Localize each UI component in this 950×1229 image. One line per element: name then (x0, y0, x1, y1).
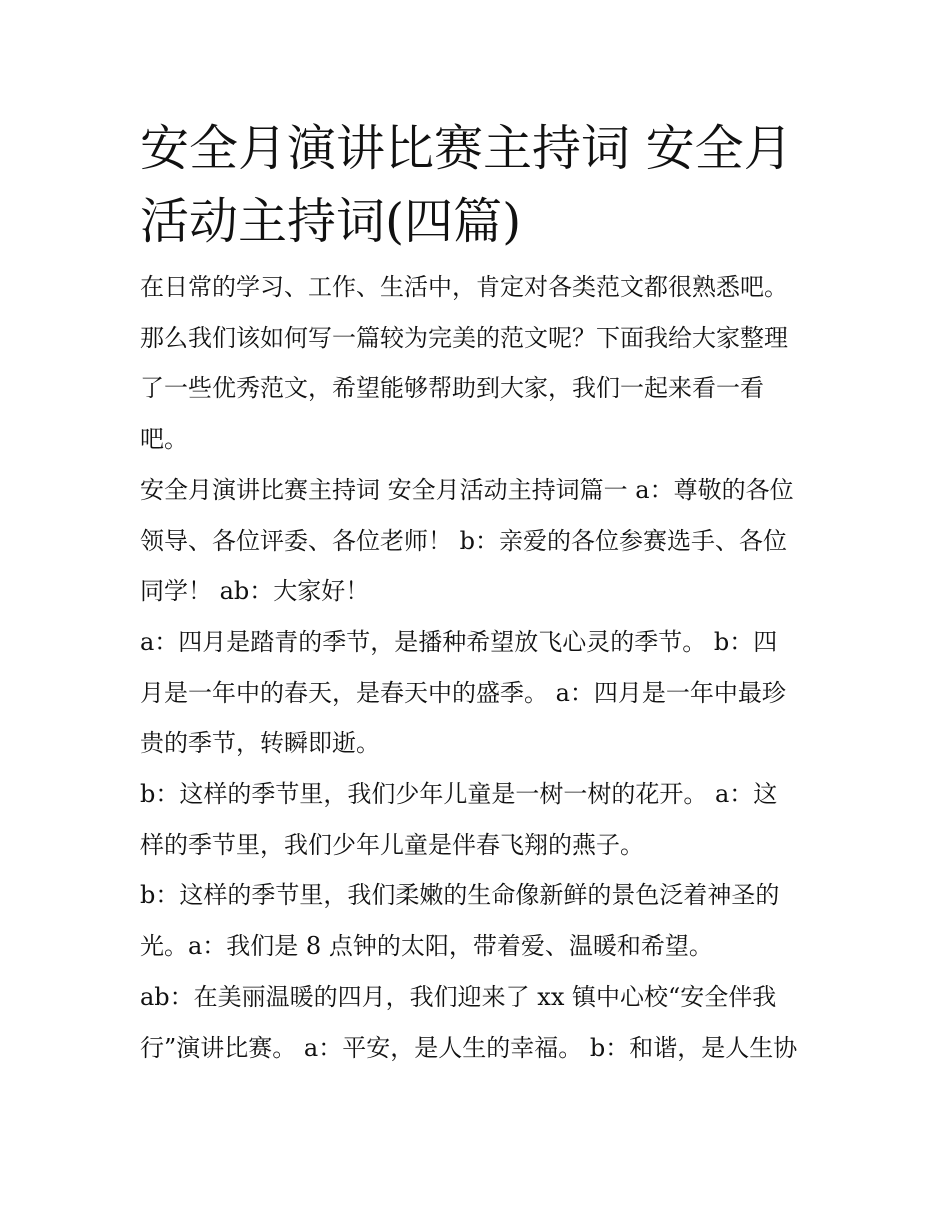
paragraph-light (140, 870, 815, 971)
title-line-2: 活动主持词(四篇) (140, 193, 522, 250)
text-line: 领导、各位评委、各位老师！ b：亲爱的各位参赛选手、各位 (140, 526, 787, 555)
text-line: 安全月演讲比赛主持词 安全月活动主持词篇一 a：尊敬的各位 (140, 475, 794, 504)
paragraph-april (140, 617, 815, 769)
text-line: a：四月是踏青的季节，是播种希望放飞心灵的季节。 b：四 (140, 627, 778, 656)
text-line: 光。a：我们是 8 点钟的太阳，带着爱、温暖和希望。 (140, 932, 713, 961)
paragraph-intro (140, 262, 815, 465)
paragraph-opening (140, 465, 815, 617)
title-line-1: 安全月演讲比赛主持词 安全月 (140, 120, 793, 177)
text-line: 行”演讲比赛。 a：平安，是人生的幸福。 b：和谐，是人生协 (140, 1033, 798, 1062)
document-title (140, 112, 815, 258)
text-line: 吧。 (140, 425, 188, 454)
text-line: 样的季节里，我们少年儿童是伴春飞翔的燕子。 (140, 830, 644, 859)
paragraph-season (140, 769, 815, 870)
text-line: ab：在美丽温暖的四月，我们迎来了 xx 镇中心校“安全伴我 (140, 982, 777, 1011)
text-line: 贵的季节，转瞬即逝。 (140, 729, 380, 758)
paragraph-contest (140, 972, 815, 1073)
text-line: b：这样的季节里，我们少年儿童是一树一树的花开。 a：这 (140, 780, 778, 809)
text-line: 那么我们该如何写一篇较为完美的范文呢？下面我给大家整理 (140, 323, 788, 352)
text-line: 月是一年中的春天，是春天中的盛季。 a：四月是一年中最珍 (140, 678, 786, 707)
text-line: 了一些优秀范文，希望能够帮助到大家，我们一起来看一看 (140, 374, 764, 403)
text-line: 在日常的学习、工作、生活中，肯定对各类范文都很熟悉吧。 (140, 273, 788, 301)
text-line: 同学！ ab：大家好！ (140, 577, 370, 606)
text-line: b：这样的季节里，我们柔嫩的生命像新鲜的景色泛着神圣的 (140, 881, 780, 910)
document-page (140, 112, 815, 1073)
